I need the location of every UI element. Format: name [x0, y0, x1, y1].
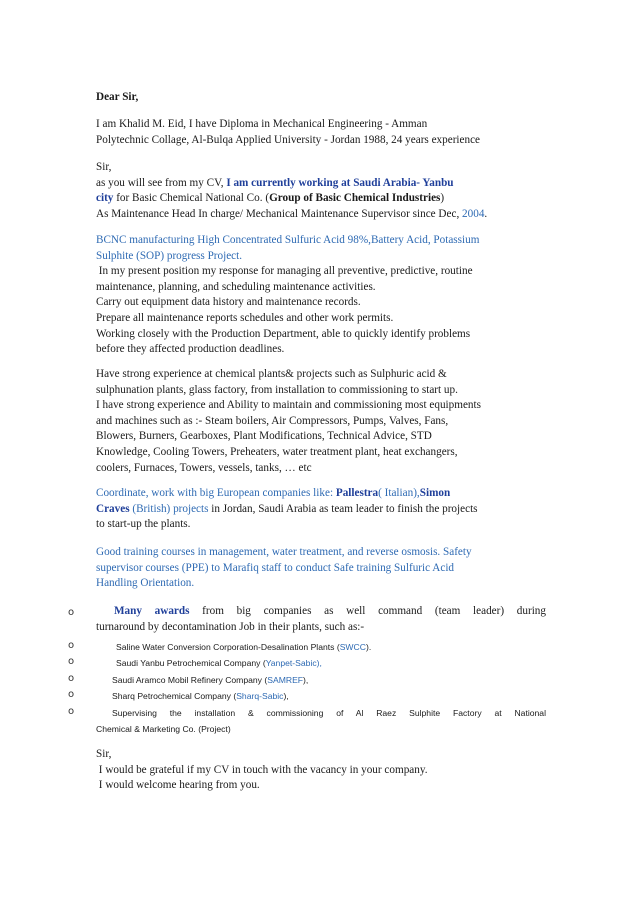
bullet-marker: o: [68, 640, 75, 651]
experience-line: coolers, Furnaces, Towers, vessels, tanks, … etc: [96, 461, 312, 474]
coordinate-line-2: Craves (British) projects in Jordan, Saudi Arabia as team leader to finish the projects: [96, 502, 478, 515]
coordinate-line-1: Coordinate, work with big European companies like: Pallestra( Italian),Simon: [96, 487, 451, 499]
closing-line-2: I would welcome hearing from you.: [96, 779, 260, 792]
bullet-marker: o: [68, 706, 75, 717]
bullet-marker: o: [68, 673, 75, 684]
current-line-3: As Maintenance Head In charge/ Mechanical Maintenance Supervisor since Dec, 2004.: [96, 207, 488, 220]
award-last-line-1: Supervising the installation & commissioning of Al Raez Sulphite Factory at National: [112, 708, 546, 718]
bcnc-line-2: Sulphite (SOP) progress Project.: [96, 249, 243, 262]
award-item: Saudi Aramco Mobil Refinery Company (SAMREF),: [112, 675, 309, 685]
experience-line: Have strong experience at chemical plants& projects such as Sulphuric acid &: [96, 368, 447, 380]
bcnc-line: maintenance, planning, and scheduling maintenance activities.: [96, 280, 376, 293]
bcnc-line: Working closely with the Production Department, able to quickly identify problems: [96, 327, 471, 340]
intro-line-1: I am Khalid M. Eid, I have Diploma in Mechanical Engineering - Amman: [96, 118, 428, 130]
greeting: Dear Sir,: [96, 91, 139, 103]
award-item-last: [96, 705, 546, 737]
award-item: Saline Water Conversion Corporation-Desalination Plants (SWCC).: [116, 642, 372, 652]
current-line-1: as you will see from my CV, I am currently working at Saudi Arabia- Yanbu: [96, 176, 454, 189]
bcnc-line: Prepare all maintenance reports schedules and other work permits.: [96, 311, 394, 324]
training-line: Good training courses in management, water treatment, and reverse osmosis. Safety: [96, 546, 472, 558]
awards-line-2: turnaround by decontamination Job in their plants, such as:-: [96, 620, 365, 633]
bcnc-line-1: BCNC manufacturing High Concentrated Sulfuric Acid 98%,Battery Acid, Potassium: [96, 234, 480, 246]
bullet-marker: o: [68, 656, 75, 667]
current-position-paragraph: [96, 160, 546, 222]
current-line-2: city for Basic Chemical National Co. (Group of Basic Chemical Industries): [96, 192, 445, 205]
bcnc-paragraph: [96, 233, 546, 358]
experience-line: Blowers, Burners, Gearboxes, Plant Modifications, Technical Advice, STD: [96, 430, 432, 443]
closing-sir: Sir,: [96, 748, 112, 760]
sir-label: Sir,: [96, 161, 112, 173]
coordinate-line-3: to start-up the plants.: [96, 518, 191, 531]
experience-line: and machines such as :- Steam boilers, Air Compressors, Pumps, Valves, Fans,: [96, 414, 449, 427]
training-line: Handling Orientation.: [96, 577, 195, 590]
award-last-line-2: Chemical & Marketing Co. (Project): [96, 724, 231, 734]
awards-line-1: Many awards from big companies as well command (team leader) during: [114, 605, 546, 617]
experience-line: sulphunation plants, glass factory, from installation to commissioning to start up.: [96, 383, 458, 396]
experience-paragraph: [96, 367, 546, 476]
award-item: Saudi Yanbu Petrochemical Company (Yanpet-Sabic),: [116, 658, 322, 668]
bcnc-line: In my present position my response for managing all preventive, predictive, routine: [96, 265, 473, 278]
experience-line: I have strong experience and Ability to maintain and commissioning most equipments: [96, 399, 481, 412]
experience-line: Knowledge, Cooling Towers, Preheaters, water treatment plant, heat exchangers,: [96, 445, 458, 458]
bullet-marker: o: [68, 607, 75, 618]
closing-paragraph: [96, 747, 546, 794]
bullet-marker: o: [68, 689, 75, 700]
bcnc-line: before they affected production deadlines.: [96, 343, 285, 356]
coordinate-paragraph: [96, 486, 546, 533]
closing-line-1: I would be grateful if my CV in touch with the vacancy in your company.: [96, 763, 428, 776]
intro-paragraph: [96, 117, 546, 148]
awards-main: [96, 604, 546, 635]
training-paragraph: [96, 545, 546, 592]
intro-line-2: Polytechnic Collage, Al-Bulqa Applied University - Jordan 1988, 24 years experience: [96, 133, 481, 146]
training-line: supervisor courses (PPE) to Marafiq staff to conduct Safe training Sulfuric Acid: [96, 561, 455, 574]
bcnc-line: Carry out equipment data history and maintenance records.: [96, 296, 361, 309]
award-item: Sharq Petrochemical Company (Sharq-Sabic),: [112, 691, 289, 701]
